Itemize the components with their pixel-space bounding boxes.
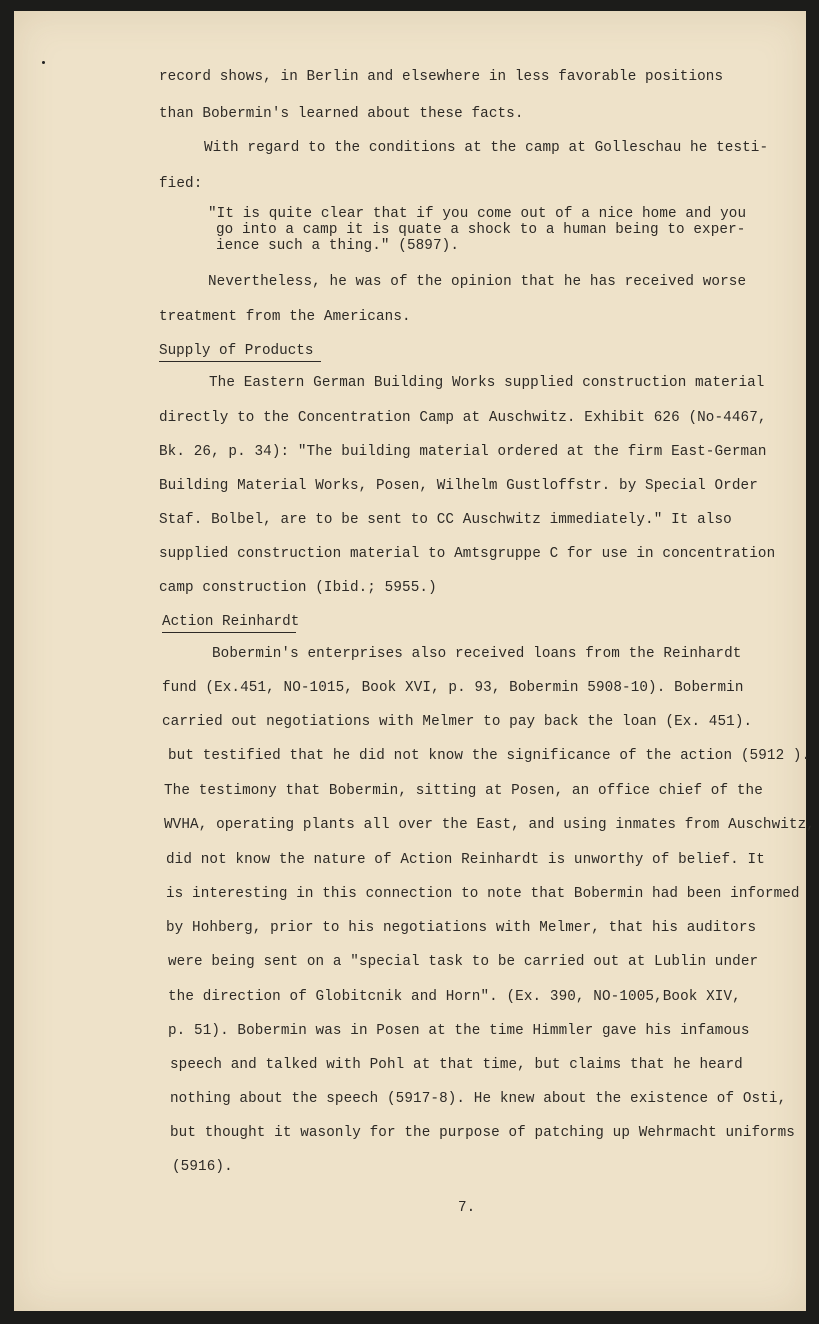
text-line: camp construction (Ibid.; 5955.) xyxy=(159,580,437,596)
text-line: Bobermin's enterprises also received loans from the Reinhardt xyxy=(212,646,742,662)
text-line: fied: xyxy=(159,176,203,192)
text-line: The testimony that Bobermin, sitting at Posen, an office chief of the xyxy=(164,783,763,799)
quote-line: go into a camp it is quate a shock to a human being to exper- xyxy=(216,222,746,238)
text-line: record shows, in Berlin and elsewhere in less favorable positions xyxy=(159,69,724,85)
text-line: WVHA, operating plants all over the East, and using inmates from Auschwitz, xyxy=(164,817,815,833)
text-line: The Eastern German Building Works supplied construction material xyxy=(209,375,765,391)
paper-speck xyxy=(42,61,45,64)
section-heading-reinhardt: Action Reinhardt xyxy=(162,615,296,633)
text-line: by Hohberg, prior to his negotiations with Melmer, that his auditors xyxy=(166,920,757,936)
text-line: Bk. 26, p. 34): "The building material ordered at the firm East-German xyxy=(159,444,767,460)
text-line: speech and talked with Pohl at that time, but claims that he heard xyxy=(170,1057,743,1073)
text-line: p. 51). Bobermin was in Posen at the time Himmler gave his infamous xyxy=(168,1023,750,1039)
section-heading-supply: Supply of Products xyxy=(159,344,321,362)
text-line: fund (Ex.451, NO-1015, Book XVI, p. 93, Bobermin 5908-10). Bobermin xyxy=(162,680,744,696)
text-line: Staf. Bolbel, are to be sent to CC Auschwitz immediately." It also xyxy=(159,512,732,528)
text-line: directly to the Concentration Camp at Auschwitz. Exhibit 626 (No-4467, xyxy=(159,410,767,426)
quote-line: "It is quite clear that if you come out of a nice home and you xyxy=(208,206,747,222)
text-line: did not know the nature of Action Reinhardt is unworthy of belief. It xyxy=(166,852,765,868)
text-line: treatment from the Americans. xyxy=(159,309,411,325)
text-line: but testified that he did not know the significance of the action (5912 ). xyxy=(168,748,811,764)
text-line: Building Material Works, Posen, Wilhelm Gustloffstr. by Special Order xyxy=(159,478,758,494)
text-line: is interesting in this connection to note that Bobermin had been informed xyxy=(166,886,800,902)
text-line: but thought it wasonly for the purpose of patching up Wehrmacht uniforms xyxy=(170,1125,795,1141)
text-line: the direction of Globitcnik and Horn". (Ex. 390, NO-1005,Book XIV, xyxy=(168,989,741,1005)
text-line: supplied construction material to Amtsgruppe C for use in concentration xyxy=(159,546,776,562)
quote-line: ience such a thing." (5897). xyxy=(216,238,460,254)
text-line: nothing about the speech (5917-8). He knew about the existence of Osti, xyxy=(170,1091,787,1107)
text-line: were being sent on a "special task to be carried out at Lublin under xyxy=(168,954,759,970)
text-line: (5916). xyxy=(172,1159,233,1175)
document-page xyxy=(14,11,815,1311)
page-number: 7. xyxy=(458,1200,476,1216)
text-line: than Bobermin's learned about these facts. xyxy=(159,106,524,122)
text-line: With regard to the conditions at the camp at Golleschau he testi- xyxy=(204,140,769,156)
text-line: carried out negotiations with Melmer to pay back the loan (Ex. 451). xyxy=(162,714,753,730)
text-line: Nevertheless, he was of the opinion that he has received worse xyxy=(208,274,747,290)
